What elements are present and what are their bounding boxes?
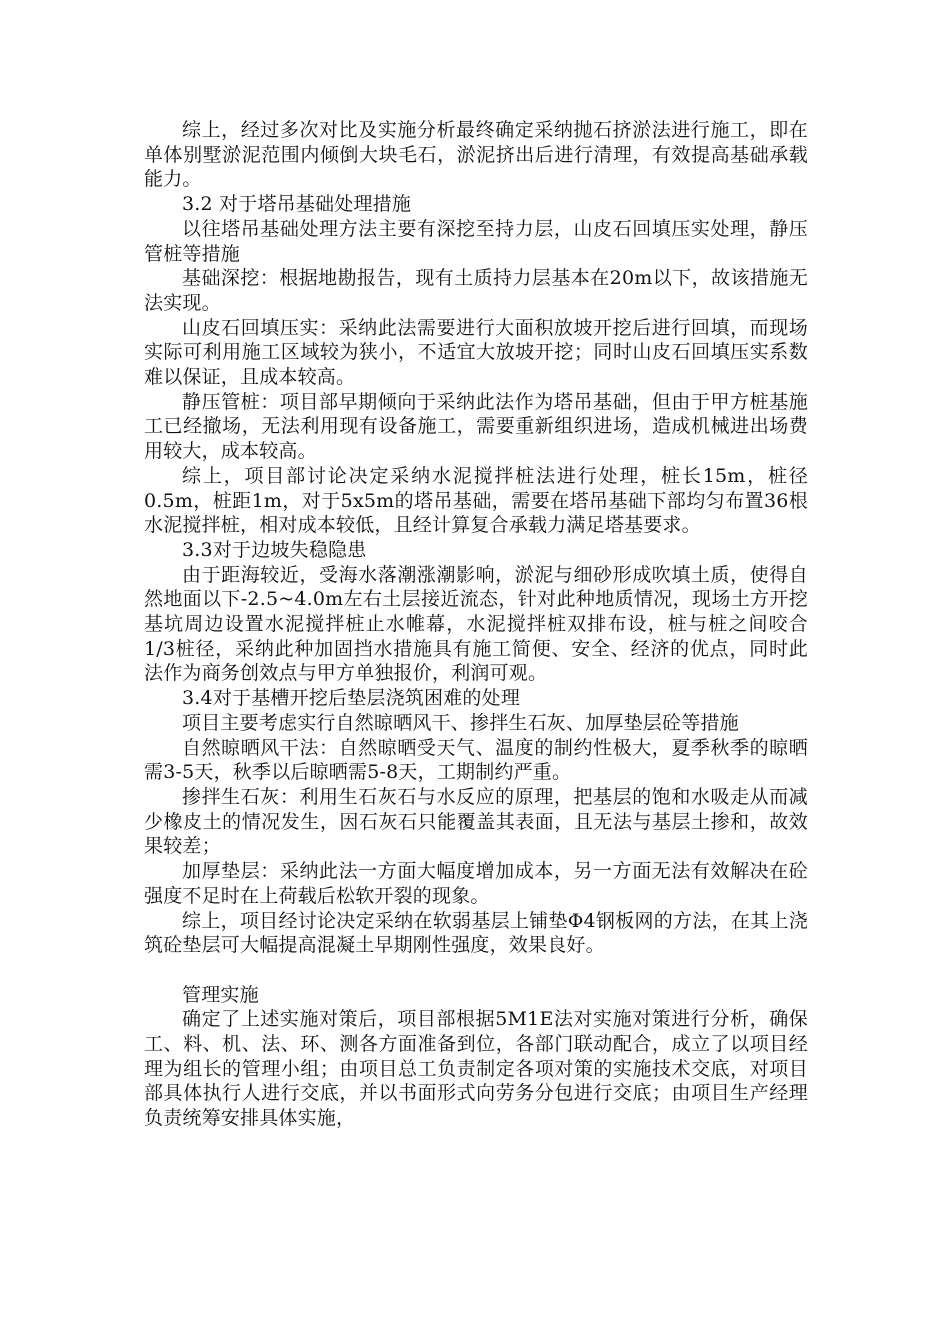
paragraph-quicklime: 掺拌生石灰：利用生石灰石与水反应的原理，把基层的饱和水吸走从而减少橡皮土的情况发生，因石灰石只能覆盖其表面，且无法与基层土掺和，故效果较差； bbox=[144, 785, 808, 858]
paragraph-deep-excavation: 基础深挖：根据地勘报告，现有土质持力层基本在20m以下，故该措施无法实现。 bbox=[144, 267, 808, 314]
paragraph-conclusion-steel-mesh: 综上，项目经讨论决定采纳在软弱基层上铺垫Φ4钢板网的方法，在其上浇筑砼垫层可大幅提高混凝土早期刚性强度，效果良好。 bbox=[144, 909, 808, 957]
heading-3-4-cushion: 3.4对于基槽开挖后垫层浇筑困难的处理 bbox=[182, 687, 521, 710]
paragraph-management-implementation: 确定了上述实施对策后，项目部根据5M1E法对实施对策进行分析，确保工、料、机、法、环、测各方面准备到位，各部门联动配合，成立了以项目经理为组长的管理小组；由项目总工负责制定各项对策的实施技术交底，对项目部具体执行人进行交底，并以书面形式向劳务分包进行交底；由项目生产经理负责统筹安排具体实施， bbox=[144, 1008, 808, 1130]
paragraph-static-pile: 静压管桩：项目部早期倾向于采纳此法作为塔吊基础，但由于甲方桩基施工已经撤场，无法利用现有设备施工，需要重新组织进场，造成机械进出场费用较大，成本较高。 bbox=[144, 390, 808, 463]
paragraph-backfill: 山皮石回填压实：采纳此法需要进行大面积放坡开挖后进行回填，而现场实际可利用施工区域较为狭小，不适宜大放坡开挖；同时山皮石回填压实系数难以保证，且成本较高。 bbox=[144, 316, 808, 389]
heading-3-2-tower-crane: 3.2 对于塔吊基础处理措施 bbox=[182, 193, 412, 216]
paragraph-thick-cushion: 加厚垫层：采纳此法一方面大幅度增加成本，另一方面无法有效解决在砼强度不足时在上荷载后松软开裂的现象。 bbox=[144, 860, 808, 907]
document-page bbox=[144, 118, 808, 1131]
heading-management: 管理实施 bbox=[182, 983, 259, 1006]
heading-3-3-slope: 3.3对于边坡失稳隐患 bbox=[182, 538, 367, 561]
paragraph-conclusion-mixing-pile: 综上，项目部讨论决定采纳水泥搅拌桩法进行处理，桩长15m，桩径0.5m，桩距1m，对于5x5m的塔吊基础，需要在塔吊基础下部均匀布置36根水泥搅拌桩，相对成本较低，且经计算复合承载力满足塔基要求。 bbox=[144, 464, 808, 537]
paragraph-cushion-options: 项目主要考虑实行自然晾晒风干、掺拌生石灰、加厚垫层砼等措施 bbox=[182, 711, 739, 734]
paragraph-slope-measures: 由于距海较近，受海水落潮涨潮影响，淤泥与细砂形成吹填土质，使得自然地面以下-2.5~4.0m左右土层接近流态，针对此种地质情况，现场土方开挖基坑周边设置水泥搅拌桩止水帷幕，水泥搅拌桩双排布设，桩与桩之间咬合1/3桩径，采纳此种加固挡水措施具有施工简便、安全、经济的优点，同时此法作为商务创效点与甲方单独报价，利润可观。 bbox=[144, 563, 808, 685]
paragraph-air-drying: 自然晾晒风干法：自然晾晒受天气、温度的制约性极大，夏季秋季的晾晒需3-5天，秋季以后晾晒需5-8天，工期制约严重。 bbox=[144, 736, 808, 784]
paragraph-conclusion-riprap: 综上，经过多次对比及实施分析最终确定采纳抛石挤淤法进行施工，即在单体别墅淤泥范围内倾倒大块毛石，淤泥挤出后进行清理，有效提高基础承载能力。 bbox=[144, 119, 808, 191]
blank-line bbox=[144, 958, 808, 983]
paragraph-crane-methods: 以往塔吊基础处理方法主要有深挖至持力层，山皮石回填压实处理，静压管桩等措施 bbox=[144, 217, 808, 265]
